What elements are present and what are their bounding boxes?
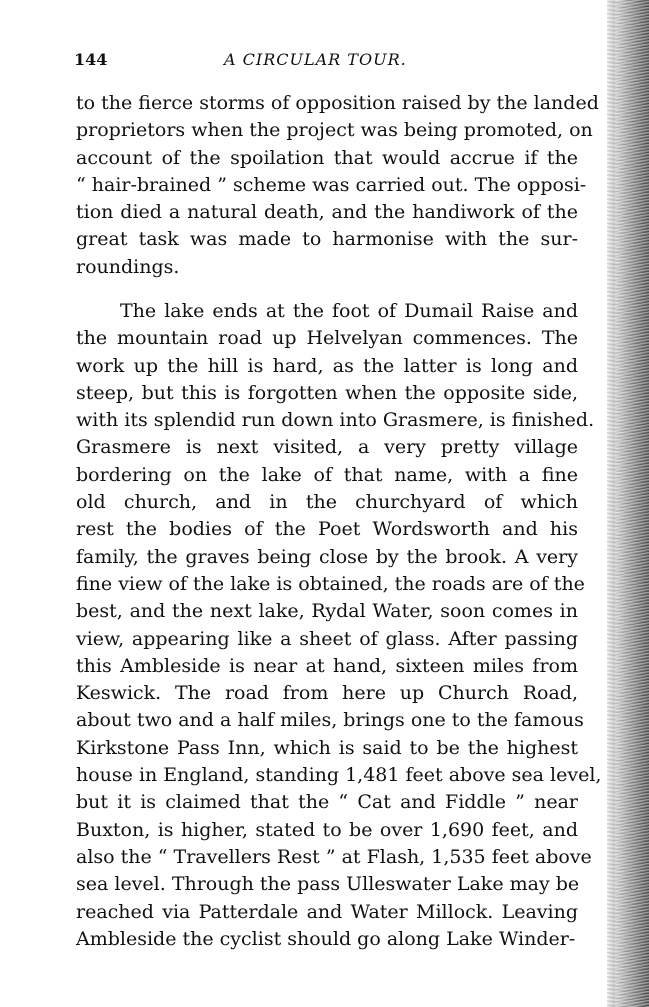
text-line: Grasmere is next visited, a very pretty village (76, 436, 578, 459)
text-line: tion died a natural death, and the handiwork of the (76, 201, 578, 224)
text-line: also the “ Travellers Rest ” at Flash, 1,535 feet above (76, 845, 592, 868)
text-line: bordering on the lake of that name, with a fine (76, 463, 578, 486)
text-line: house in England, standing 1,481 feet above sea level, (76, 764, 602, 787)
text-line: fine view of the lake is obtained, the roads are of the (76, 572, 585, 595)
text-line: with its splendid run down into Grasmere, is finished. (76, 409, 595, 432)
text-line: to the fierce storms of opposition raised by the landed (76, 92, 599, 114)
text-line: work up the hill is hard, as the latter is long and (76, 354, 578, 377)
text-line: old church, and in the churchyard of which (76, 491, 578, 514)
text-line: rest the bodies of the Poet Wordsworth and his (76, 518, 578, 541)
text-line: Ambleside the cyclist should go along Lake Winder- (76, 927, 576, 950)
text-line: steep, but this is forgotten when the opposite side, (76, 381, 578, 404)
text-line: great task was made to harmonise with the sur- (76, 228, 578, 251)
page-header (74, 50, 574, 72)
paragraph-1 (76, 90, 599, 281)
text-line: family, the graves being close by the brook. A very (76, 545, 578, 568)
text-line: Buxton, is higher, stated to be over 1,690 feet, and (76, 818, 578, 841)
text-line: proprietors when the project was being promoted, on (76, 119, 593, 142)
text-line: view, appearing like a sheet of glass. After passing (76, 627, 578, 650)
text-line: Keswick. The road from here up Church Road, (76, 682, 578, 705)
text-line: The lake ends at the foot of Dumail Raise and (120, 300, 578, 322)
text-line: best, and the next lake, Rydal Water, soon comes in (76, 600, 578, 623)
text-line: this Ambleside is near at hand, sixteen miles from (76, 654, 578, 677)
text-line: account of the spoilation that would accrue if the (76, 146, 578, 169)
page-edge-texture (615, 0, 649, 1007)
text-line: roundings. (76, 255, 180, 278)
paragraph-2 (76, 298, 602, 953)
text-line: about two and a half miles, brings one to the famous (76, 709, 584, 732)
text-line: reached via Patterdale and Water Millock. Leaving (76, 900, 578, 923)
running-title: A CIRCULAR TOUR. (224, 50, 407, 69)
text-line: the mountain road up Helvelyan commences. The (76, 327, 578, 350)
page-number: 144 (74, 50, 108, 69)
text-line: Kirkstone Pass Inn, which is said to be the highest (76, 736, 578, 759)
text-line: “ hair-brained ” scheme was carried out. The opposi- (76, 173, 587, 196)
text-line: sea level. Through the pass Ulleswater Lake may be (76, 873, 580, 896)
text-line: but it is claimed that the “ Cat and Fiddle ” near (76, 791, 578, 814)
